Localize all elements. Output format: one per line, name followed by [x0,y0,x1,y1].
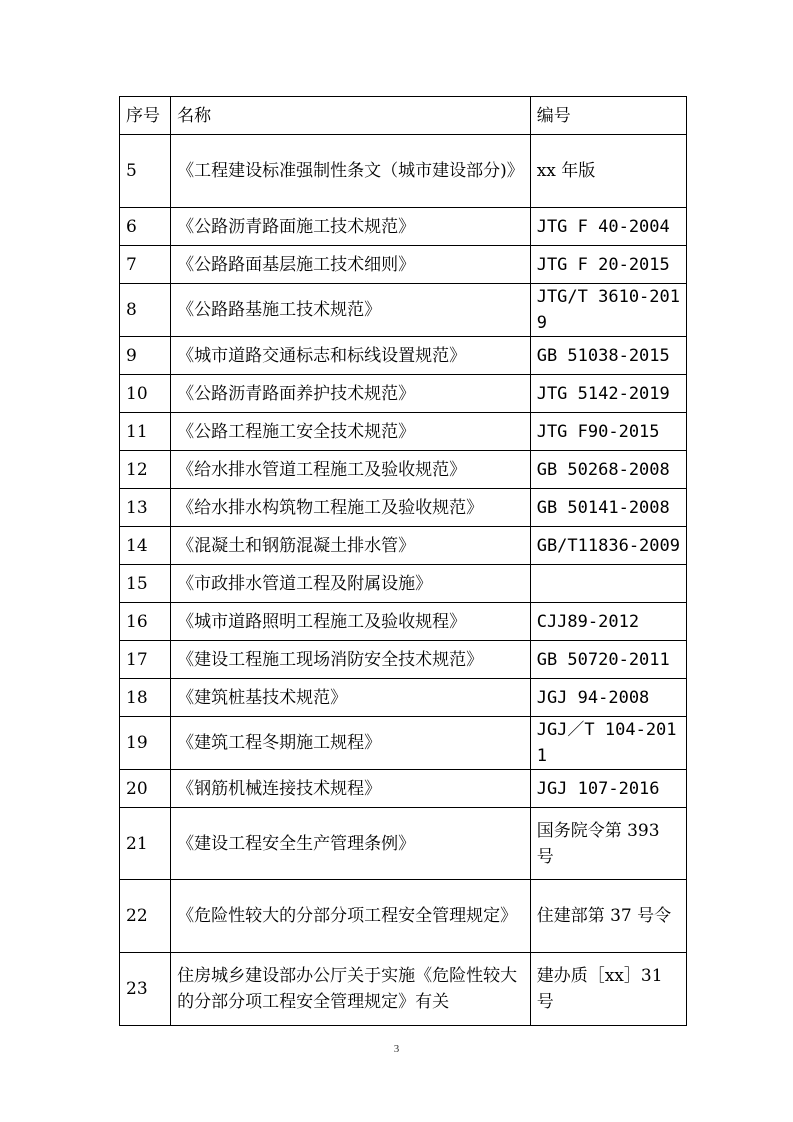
row-code: JTG F 20-2015 [530,246,686,284]
row-code: JGJ 107-2016 [530,770,686,808]
row-code: 国务院令第 393 号 [530,808,686,880]
table-row [120,337,687,375]
header-code: 编号 [530,97,686,135]
table-row [120,565,687,603]
row-name: 《建筑桩基技术规范》 [171,679,531,717]
row-code: GB/T11836-2009 [530,527,686,565]
row-name: 《给水排水管道工程施工及验收规范》 [171,451,531,489]
row-seq: 12 [120,451,171,489]
row-name: 《给水排水构筑物工程施工及验收规范》 [171,489,531,527]
table-row [120,375,687,413]
row-code: JTG F 40-2004 [530,208,686,246]
row-seq: 10 [120,375,171,413]
table-row [120,808,687,880]
row-code: 建办质［xx］31 号 [530,953,686,1026]
row-name: 《工程建设标准强制性条文（城市建设部分)》 [171,135,531,208]
row-seq: 23 [120,953,171,1026]
row-seq: 21 [120,808,171,880]
page-number: 3 [393,1043,400,1055]
row-code: JTG F90-2015 [530,413,686,451]
row-name: 《公路工程施工安全技术规范》 [171,413,531,451]
table-row [120,451,687,489]
header-seq: 序号 [120,97,171,135]
table-header-row [120,97,687,135]
row-name: 《混凝土和钢筋混凝土排水管》 [171,527,531,565]
row-seq: 20 [120,770,171,808]
row-code [530,565,686,603]
row-name: 《市政排水管道工程及附属设施》 [171,565,531,603]
table-row [120,953,687,1026]
table-row [120,246,687,284]
table-row [120,284,687,337]
row-code: CJJ89-2012 [530,603,686,641]
row-seq: 15 [120,565,171,603]
row-code: GB 50720-2011 [530,641,686,679]
row-name: 《公路路面基层施工技术细则》 [171,246,531,284]
row-name: 《建设工程施工现场消防安全技术规范》 [171,641,531,679]
row-name: 《城市道路照明工程施工及验收规程》 [171,603,531,641]
row-seq: 6 [120,208,171,246]
standards-table [119,96,687,1026]
row-seq: 13 [120,489,171,527]
row-name: 《建筑工程冬期施工规程》 [171,717,531,770]
row-seq: 18 [120,679,171,717]
table-row [120,770,687,808]
row-seq: 22 [120,880,171,953]
table-row [120,489,687,527]
row-code: JGJ 94-2008 [530,679,686,717]
table-row [120,641,687,679]
row-seq: 14 [120,527,171,565]
row-code: JGJ／T 104-2011 [530,717,686,770]
table-row [120,527,687,565]
row-name: 《钢筋机械连接技术规程》 [171,770,531,808]
table-row [120,717,687,770]
row-code: JTG/T 3610-2019 [530,284,686,337]
row-seq: 8 [120,284,171,337]
row-seq: 19 [120,717,171,770]
row-code: GB 51038-2015 [530,337,686,375]
row-name: 《公路路基施工技术规范》 [171,284,531,337]
row-seq: 5 [120,135,171,208]
row-seq: 17 [120,641,171,679]
row-name: 《公路沥青路面施工技术规范》 [171,208,531,246]
row-seq: 7 [120,246,171,284]
row-name: 《危险性较大的分部分项工程安全管理规定》 [171,880,531,953]
header-name: 名称 [171,97,531,135]
table-row [120,679,687,717]
row-code: JTG 5142-2019 [530,375,686,413]
row-name: 《建设工程安全生产管理条例》 [171,808,531,880]
row-seq: 9 [120,337,171,375]
row-code: GB 50141-2008 [530,489,686,527]
table-row [120,603,687,641]
row-code: xx 年版 [530,135,686,208]
row-code: 住建部第 37 号令 [530,880,686,953]
row-seq: 11 [120,413,171,451]
row-name: 住房城乡建设部办公厅关于实施《危险性较大的分部分项工程安全管理规定》有关 [171,953,531,1026]
row-code: GB 50268-2008 [530,451,686,489]
table-row [120,413,687,451]
row-seq: 16 [120,603,171,641]
row-name: 《城市道路交通标志和标线设置规范》 [171,337,531,375]
table-row [120,880,687,953]
row-name: 《公路沥青路面养护技术规范》 [171,375,531,413]
table-row [120,135,687,208]
table-row [120,208,687,246]
